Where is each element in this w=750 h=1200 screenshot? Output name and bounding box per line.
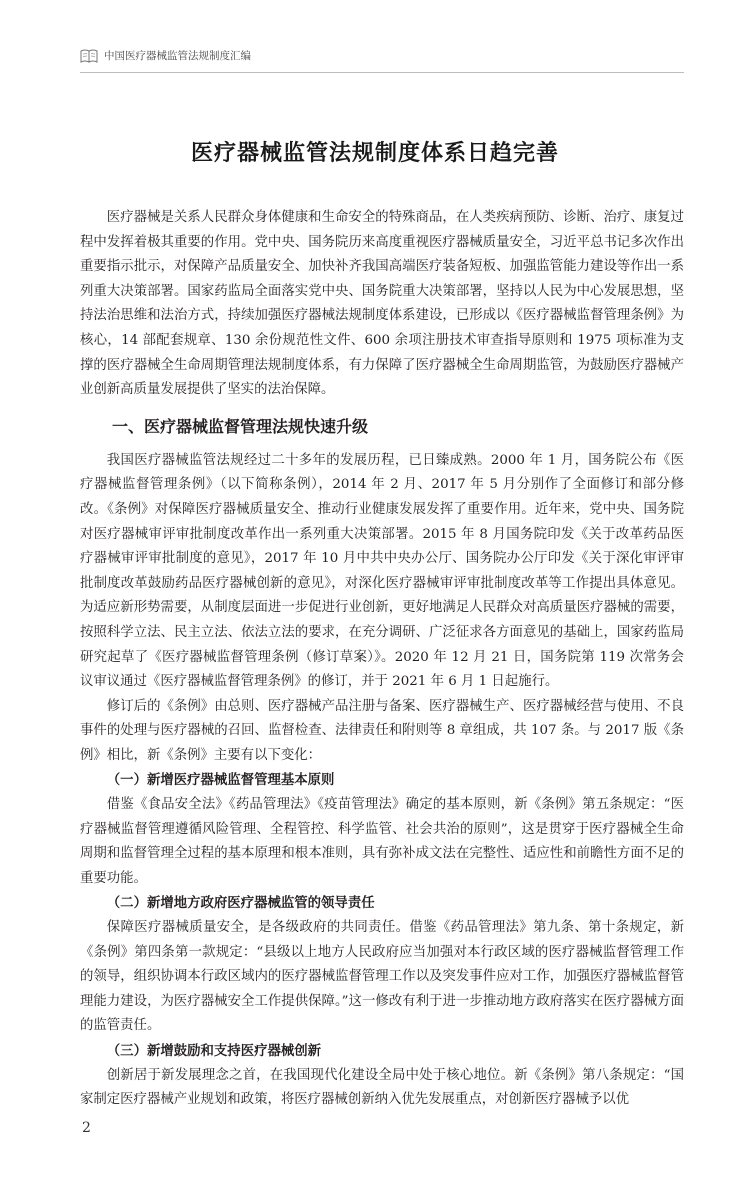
subsection-heading: （一）新增医疗器械监督管理基本原则 <box>106 772 335 789</box>
subsection-paragraph: 保障医疗器械质量安全，是各级政府的共同责任。借鉴《药品管理法》第九条、第十条规定，新《条例》第四条第一款规定：“县级以上地方人民政府应当加强对本行政区域的医疗器械监督管理工作的领导，组织协调本行政区域内的医疗器械监督管理工作以及突发事件应对工作，加强医疗器械监督管理能力建设，为医疗器械安全工作提供保障。”这一修改有利于进一步推动地方政府落实在医疗器械方面的监管责任。 <box>80 920 684 1034</box>
header-title: 中国医疗器械监管法规制度汇编 <box>104 50 251 62</box>
subsection-heading: （三）新增鼓励和支持医疗器械创新 <box>106 1043 322 1059</box>
subsection-paragraph: 创新居于新发展理念之首，在我国现代化建设全局中处于核心地位。新《条例》第八条规定：“国家制定医疗器械产业规划和政策，将医疗器械创新纳入优先发展重点，对创新医疗器械予以优 <box>80 1067 684 1108</box>
section-paragraph: 修订后的《条例》由总则、医疗器械产品注册与备案、医疗器械生产、医疗器械经营与使用、不良事件的处理与医疗器械的召回、监督检查、法律责任和附则等 8 章组成，共 107 条。与 2017 版《条例》相比，新《条例》主要有以下变化： <box>80 698 684 763</box>
page-title: 医疗器械监管法规制度体系日趋完善 <box>190 140 559 166</box>
section-paragraph: 我国医疗器械监管法规经过二十多年的发展历程，已日臻成熟。2000 年 1 月，国务院公布《医疗器械监督管理条例》（以下简称条例），2014 年 2 月、2017 年 5 月分别作了全面修订和部分修改。《条例》对保障医疗器械质量安全、推动行业健康发展发挥了重要作用。近年来，党中央、国务院对医疗器械审评审批制度改革作出一系列重大决策部署。2015 年 8 月国务院印发《关于改革药品医疗器械审评审批制度的意见》，2017 年 10 月中共中央办公厅、国务院办公厅印发《关于深化审评审批制度改革鼓励药品医疗器械创新的意见》，对深化医疗器械审评审批制度改革等工作提出具体意见。为适应新形势需要，从制度层面进一步促进行业创新，更好地满足人民群众对高质量医疗器械的需要，按照科学立法、民主立法、依法立法的要求，在充分调研、广泛征求各方面意见的基础上，国家药监局研究起草了《医疗器械监督管理条例（修订草案）》。2020 年 12 月 21 日，国务院第 119 次常务会议审议通过《医疗器械监督管理条例》的修订，并于 2021 年 6 月 1 日起施行。 <box>80 452 684 690</box>
header-divider <box>80 72 684 73</box>
intro-paragraph: 医疗器械是关系人民群众身体健康和生命安全的特殊商品，在人类疾病预防、诊断、治疗、康复过程中发挥着极其重要的作用。党中央、国务院历来高度重视医疗器械质量安全，习近平总书记多次作出重要指示批示，对保障产品质量安全、加快补齐我国高端医疗装备短板、加强监管能力建设等作出一系列重大决策部署。国家药监局全面落实党中央、国务院重大决策部署，坚持以人民为中心发展思想，坚持法治思维和法治方式，持续加强医疗器械法规制度体系建设，已形成以《医疗器械监督管理条例》为核心，14 部配套规章、130 余份规范性文件、600 余项注册技术审查指导原则和 1975 项标准为支撑的医疗器械全生命周期管理法规制度体系，有力保障了医疗器械全生命周期监管，为鼓励医疗器械产业创新高质量发展提供了坚实的法治保障。 <box>80 210 684 398</box>
subsection-heading: （二）新增地方政府医疗器械监管的领导责任 <box>106 895 375 912</box>
subsection-paragraph: 借鉴《食品安全法》《药品管理法》《疫苗管理法》确定的基本原则，新《条例》第五条规定：“医疗器械监督管理遵循风险管理、全程管控、科学监管、社会共治的原则”，这是贯穿于医疗器械全生命周期和监督管理全过程的基本原理和根本准则，具有弥补成文法在完整性、适应性和前瞻性方面不足的重要功能。 <box>80 797 684 886</box>
section-heading: 一、医疗器械监督管理法规快速升级 <box>112 416 369 436</box>
article-body <box>80 206 684 1113</box>
page-number: 2 <box>82 1120 91 1136</box>
running-header <box>80 48 251 63</box>
book-icon <box>80 49 98 63</box>
